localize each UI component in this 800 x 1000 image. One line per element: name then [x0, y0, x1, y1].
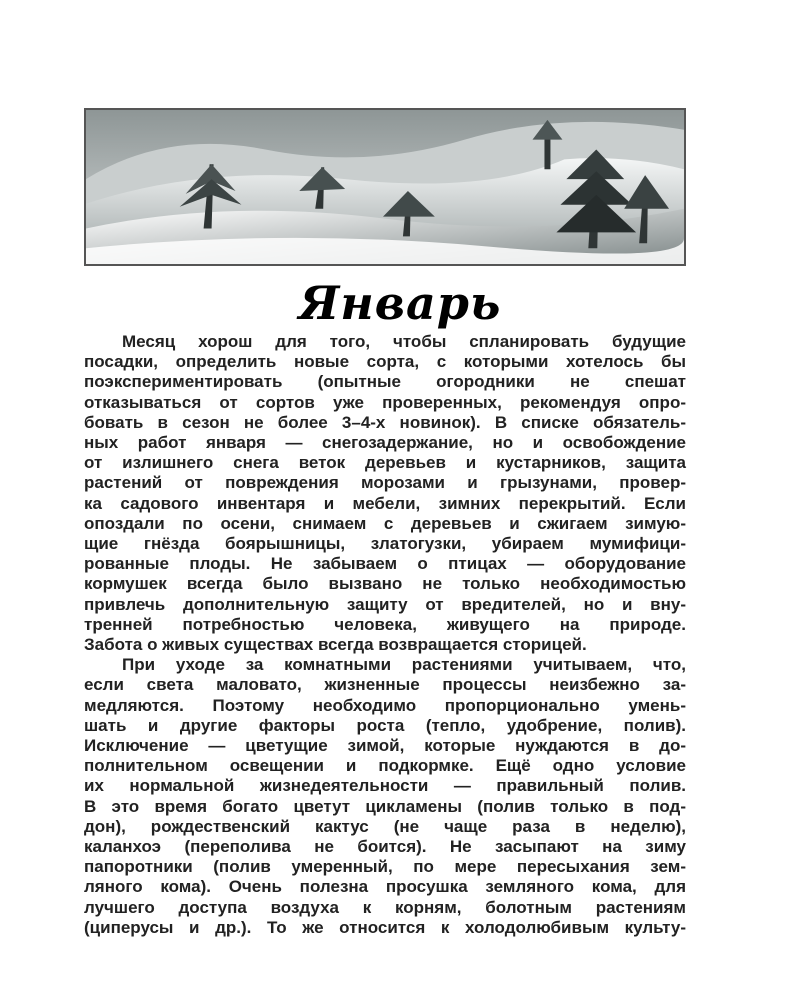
text-line: их нормальной жизнедеятельности — правильный полив. — [84, 776, 686, 796]
text-line: При уходе за комнатными растениями учитываем, что, — [122, 655, 686, 675]
text-line: шать и другие факторы роста (тепло, удобрение, полив). — [84, 715, 686, 735]
page-title: Январь — [298, 276, 502, 330]
text-line: лучшего доступа воздуха к корням, болотным растениям — [84, 897, 686, 917]
article-body — [84, 332, 686, 938]
text-line: посадки, определить новые сорта, с которыми хотелось бы — [84, 352, 686, 372]
text-line: рованные плоды. Не забываем о птицах — оборудование — [84, 554, 686, 574]
text-line: полнительном освещении и подкормке. Ещё одно условие — [84, 756, 686, 776]
text-line: Забота о живых существах всегда возвращается сторицей. — [84, 635, 587, 655]
text-line: ных работ января — снегозадержание, но и освобождение — [84, 433, 686, 453]
text-line: привлечь дополнительную защиту от вредителей, но и вну- — [84, 594, 686, 614]
text-line: (циперусы и др.). То же относится к холодолюбивым культу- — [84, 917, 686, 937]
snow-scene-picture — [86, 110, 684, 264]
paragraph-2 — [84, 655, 686, 938]
text-line: от излишнего снега веток деревьев и кустарников, защита — [84, 453, 686, 473]
winter-landscape-illustration — [84, 108, 686, 266]
text-line: отказываться от сортов уже проверенных, рекомендуя опро- — [84, 392, 686, 412]
text-line: медляются. Поэтому необходимо пропорционально умень- — [84, 695, 686, 715]
text-line: опоздали по осени, снимаем с деревьев и сжигаем зимую- — [84, 513, 686, 533]
text-line: Месяц хорош для того, чтобы спланировать будущие — [122, 332, 686, 351]
text-line: если света маловато, жизненные процессы неизбежно за- — [84, 675, 686, 695]
text-line: поэкспериментировать (опытные огородники не спешат — [84, 372, 686, 392]
text-line: ка садового инвентаря и мебели, зимних перекрытий. Если — [84, 493, 686, 513]
text-line: щие гнёзда боярышницы, златогузки, убираем мумифици- — [84, 534, 686, 554]
paragraph-1 — [84, 332, 686, 655]
text-line: ляного кома). Очень полезна просушка земляного кома, для — [84, 877, 686, 897]
text-line: растений от повреждения морозами и грызунами, провер- — [84, 473, 686, 493]
text-line: тренней потребностью человека, живущего на природе. — [84, 614, 686, 634]
text-line: бовать в сезон не более 3–4-х новинок). В списке обязатель- — [84, 412, 686, 432]
text-line: кормушек всегда было вызвано не только необходимостью — [84, 574, 686, 594]
text-line: папоротники (полив умеренный, по мере пересыхания зем- — [84, 857, 686, 877]
text-line: каланхоэ (переполива не боится). Не засыпают на зиму — [84, 837, 686, 857]
text-line: Исключение — цветущие зимой, которые нуждаются в до- — [84, 736, 686, 756]
text-line: В это время богато цветут цикламены (полив только в под- — [84, 796, 686, 816]
text-line: дон), рождественский кактус (не чаще раза в неделю), — [84, 816, 686, 836]
